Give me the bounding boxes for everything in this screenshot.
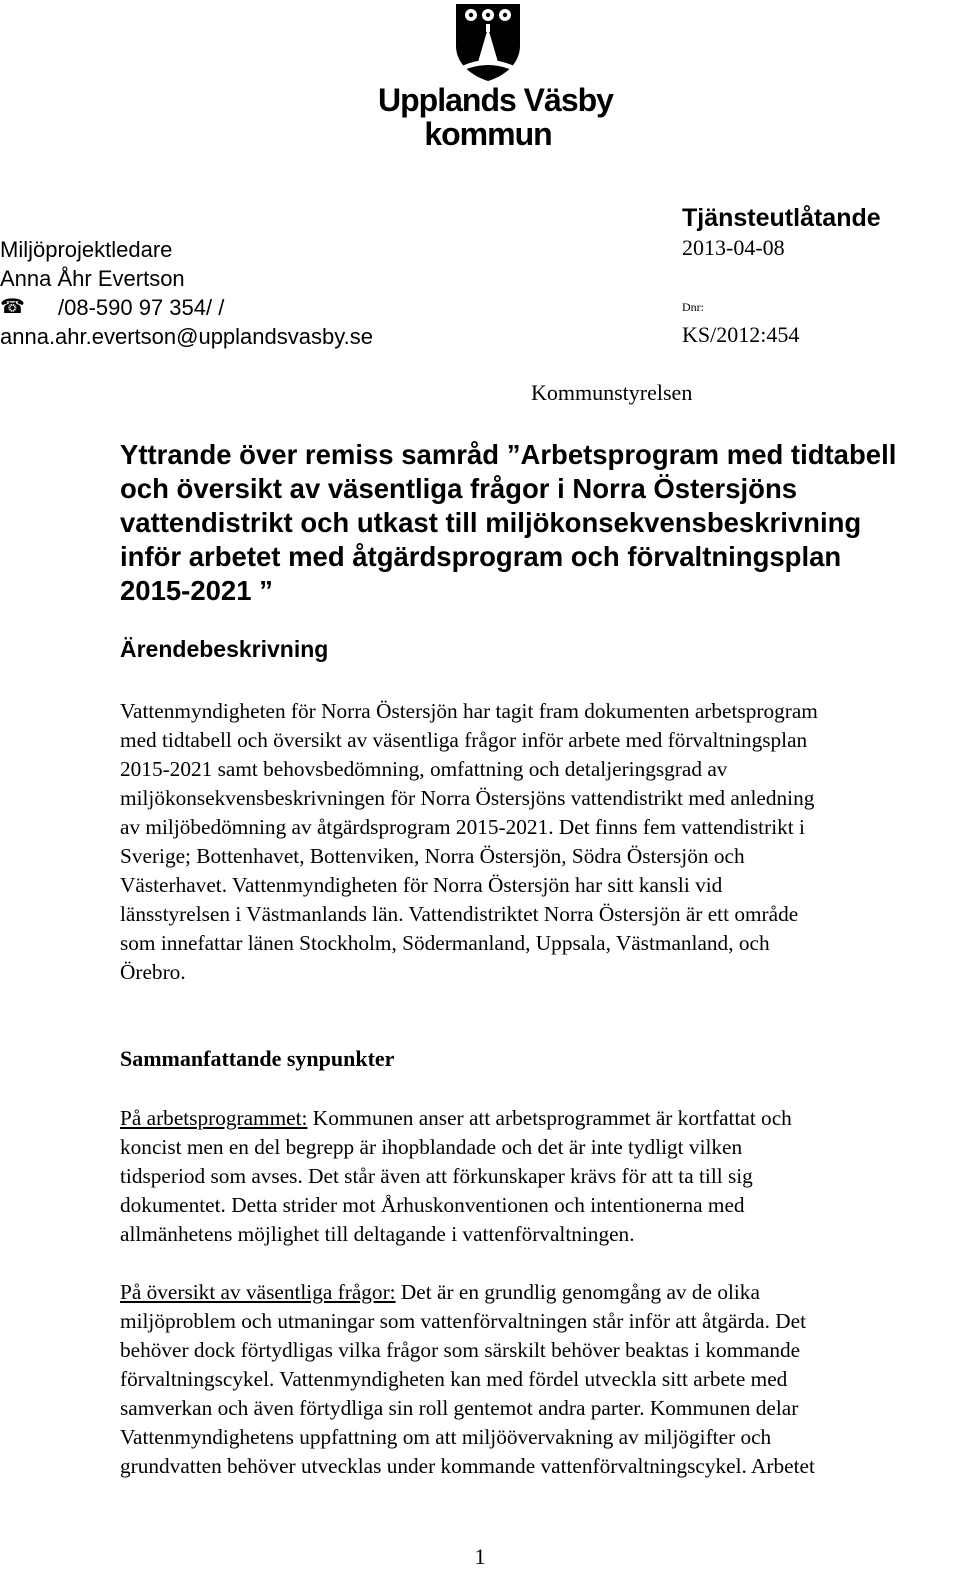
coat-of-arms-icon	[452, 2, 524, 82]
dnr-number: KS/2012:454	[682, 322, 800, 347]
section-heading-sammanfattande: Sammanfattande synpunkter	[120, 1046, 395, 1071]
municipality-logo	[378, 2, 613, 152]
author-role: Miljöprojektledare	[0, 237, 173, 262]
author-phone: /08-590 97 354/ /	[58, 295, 225, 320]
paragraph-label-vasentliga-fragor: På översikt av väsentliga frågor:	[120, 1280, 396, 1304]
paragraph-label-arbetsprogrammet: På arbetsprogrammet:	[120, 1106, 308, 1130]
logo-name-line1: Upplands Väsby	[378, 82, 613, 118]
logo-name-line2: kommun	[424, 116, 552, 152]
author-name: Anna Åhr Evertson	[0, 266, 185, 291]
author-block	[0, 235, 373, 351]
paragraph-arbetsprogrammet	[120, 1104, 960, 1249]
author-phone-row	[0, 293, 373, 322]
telephone-icon: ☎	[0, 296, 25, 318]
document-date: 2013-04-08	[682, 235, 785, 260]
dnr-label: Dnr:	[682, 300, 704, 314]
document-title: Yttrande över remiss samråd ”Arbetsprogram med tidtabell och översikt av väsentliga frågor i Norra Östersjöns vattendistrikt och utkast till miljökonsekvensbeskrivning inför arbetet med åtgärdsprogram och förvaltningsplan 2015-2021 ”	[120, 439, 897, 606]
arendebeskrivning-text: Vattenmyndigheten för Norra Östersjön har tagit fram dokumenten arbetsprogram med tidtabell och översikt av väsentliga frågor inför arbete med förvaltningsplan 2015-2021 samt behovsbedömning, omfattning och detaljeringsgrad av miljökonsekvensbeskrivningen för Norra Östersjöns vattendistrikt med anledning av miljöbedömning av åtgärdsprogram 2015-2021. Det finns fem vattendistrikt i Sverige; Bottenhavet, Bottenviken, Norra Östersjön, Södra Östersjön och Västerhavet. Vattenmyndigheten för Norra Östersjön har sitt kansli vid länsstyrelsen i Västmanlands län. Vattendistriktet Norra Östersjön är ett område som innefattar länen Stockholm, Södermanland, Uppsala, Västmanland, och Örebro.	[120, 699, 818, 984]
paragraph-text-arbetsprogrammet: Kommunen anser att arbetsprogrammet är kortfattat och koncist men en del begrepp är ihopblandade och det är inte tydligt vilken tidsperiod som avses. Det står även att förkunskaper krävs för att ta till sig dokumentet. Detta strider mot Århuskonventionen och intentionerna med allmänhetens möjlighet till deltagande i vattenförvaltningen.	[120, 1106, 792, 1246]
recipient: Kommunstyrelsen	[531, 380, 693, 405]
section-heading-arendebeskrivning: Ärendebeskrivning	[120, 636, 329, 662]
paragraph-vasentliga-fragor	[120, 1278, 960, 1481]
author-email[interactable]: anna.ahr.evertson@upplandsvasby.se	[0, 324, 373, 349]
paragraph-text-vasentliga-fragor: Det är en grundlig genomgång av de olika miljöproblem och utmaningar som vattenförvaltningen står inför att åtgärda. Det behöver dock förtydligas vilka frågor som särskilt behöver beaktas i kommande förvaltningscykel. Vattenmyndigheten kan med fördel utveckla sitt arbete med samverkan och även förtydliga sin roll gentemot andra parter. Kommunen delar Vattenmyndighetens uppfattning om att miljöövervakning av miljögifter och grundvatten behöver utvecklas under kommande vattenförvaltningscykel. Arbetet	[120, 1280, 815, 1478]
page-number: 1	[474, 1544, 486, 1569]
document-type: Tjänsteutlåtande	[682, 204, 881, 232]
